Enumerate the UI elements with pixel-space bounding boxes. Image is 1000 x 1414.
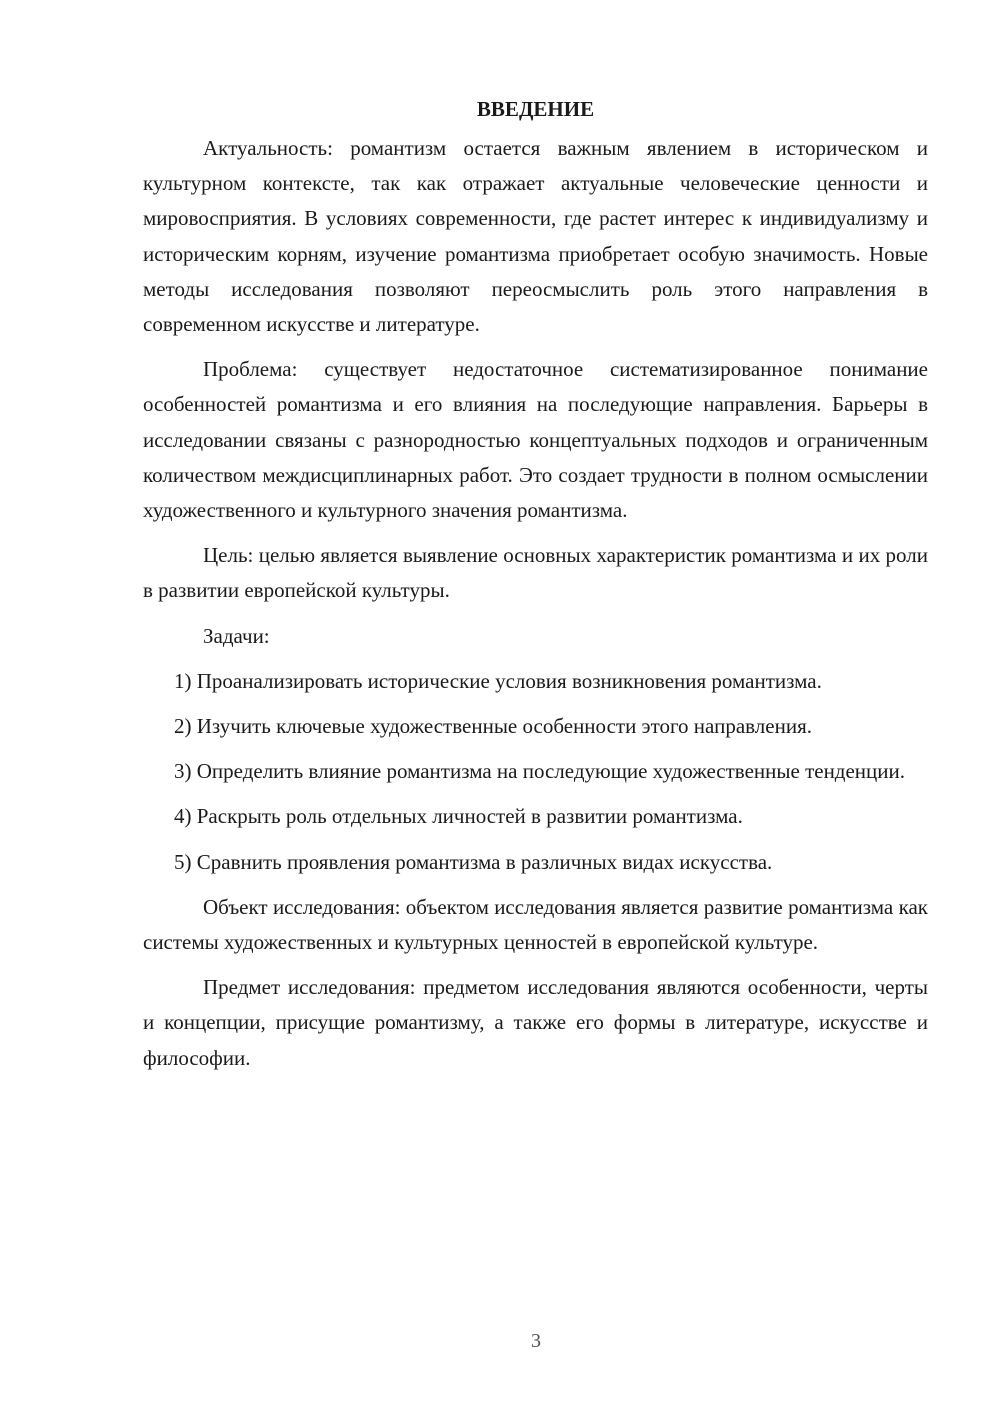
paragraph-goal: Цель: целью является выявление основных характеристик романтизма и их роли в развитии европейской культуры. [143, 543, 928, 603]
tasks-label: Задачи: [203, 623, 270, 648]
task-item-1: 1) Проанализировать исторические условия возникновения романтизма. [174, 668, 822, 693]
paragraph-object: Объект исследования: объектом исследования является развитие романтизма как системы художественных и культурных ценностей в европейской культуре. [143, 894, 928, 955]
task-item-5: 5) Сравнить проявления романтизма в различных видах искусства. [174, 849, 773, 874]
task-item-4: 4) Раскрыть роль отдельных личностей в развитии романтизма. [174, 804, 743, 829]
page-title: ВВЕДЕНИЕ [476, 97, 595, 121]
paragraph-relevance: Актуальность: романтизм остается важным явлением в историческом и культурном контексте, так как отражает актуальные человеческие ценности и мировосприятия. В условиях современности, где растет интерес к индивидуализму и историческим корням, изучение романтизма приобретает особую значимость. Новые методы исследования позволяют переосмыслить роль этого направления в современном искусстве и литературе. [143, 136, 928, 337]
page-number: 3 [531, 1330, 541, 1352]
paragraph-problem: Проблема: существует недостаточное систематизированное понимание особенностей романтизма и его влияния на последующие направления. Барьеры в исследовании связаны с разнородностью концептуальных подходов и ограниченным количеством междисциплинарных работ. Это создает трудности в полном осмыслении художественного и культурного значения романтизма. [143, 357, 928, 523]
task-item-3: 3) Определить влияние романтизма на последующие художественные тенденции. [174, 759, 906, 784]
task-item-2: 2) Изучить ключевые художественные особенности этого направления. [174, 714, 812, 739]
paragraph-subject: Предмет исследования: предметом исследования являются особенности, черты и концепции, присущие романтизму, а также его формы в литературе, искусстве и философии. [143, 975, 928, 1070]
document-page [143, 92, 928, 1086]
